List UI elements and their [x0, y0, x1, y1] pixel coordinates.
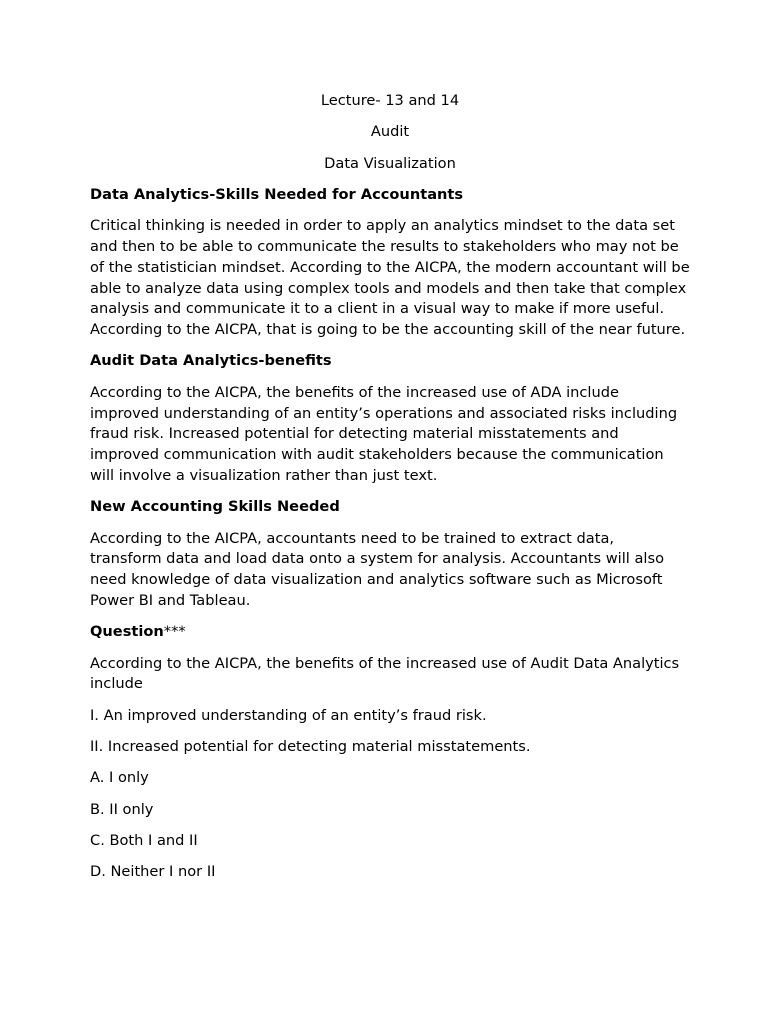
question-statement: II. Increased potential for detecting material misstatements.	[90, 737, 531, 755]
question-stem: According to the AICPA, the benefits of the increased use of Audit Data Analytics include	[90, 654, 680, 693]
answer-option-a: A. I only	[90, 769, 149, 787]
answer-option-b: B. II only	[90, 800, 154, 818]
question-title: Question	[90, 623, 164, 641]
section-body-skills: Critical thinking is needed in order to apply an analytics mindset to the data set and then to be able to communicate the results to stakeholders who may not be of the statistician mindset. According to the AICPA, the modern accountant will be able to analyze data using complex tools and models and then take that complex analysis and communicate it to a client in a visual way to make if more useful. According to the AICPA, that is going to be the accounting skill of the near future.	[90, 217, 690, 339]
course-title: Audit	[370, 123, 410, 141]
question-heading	[90, 622, 690, 643]
section-heading-benefits: Audit Data Analytics-benefits	[90, 352, 332, 370]
topic-title: Data Visualization	[324, 154, 456, 172]
lecture-title: Lecture- 13 and 14	[320, 92, 460, 109]
answer-option-d: D. Neither I nor II	[90, 863, 216, 881]
question-marker: ***	[163, 623, 186, 641]
section-body-new-skills: According to the AICPA, accountants need to be trained to extract data, transform data and load data onto a system for analysis. Accountants will also need knowledge of data visualization and analytics software such as Microsoft Power BI and Tableau.	[90, 529, 664, 609]
answer-option-c: C. Both I and II	[90, 831, 198, 849]
document-page	[90, 91, 690, 893]
section-heading-new-skills: New Accounting Skills Needed	[90, 498, 340, 516]
question-statement: I. An improved understanding of an entity’s fraud risk.	[90, 706, 487, 724]
section-body-benefits: According to the AICPA, the benefits of the increased use of ADA include improved understanding of an entity’s operations and associated risks including fraud risk. Increased potential for detecting material misstatements and improved communication with audit stakeholders because the communication will involve a visualization rather than just text.	[90, 383, 678, 484]
section-heading-skills: Data Analytics-Skills Needed for Accountants	[90, 185, 464, 203]
